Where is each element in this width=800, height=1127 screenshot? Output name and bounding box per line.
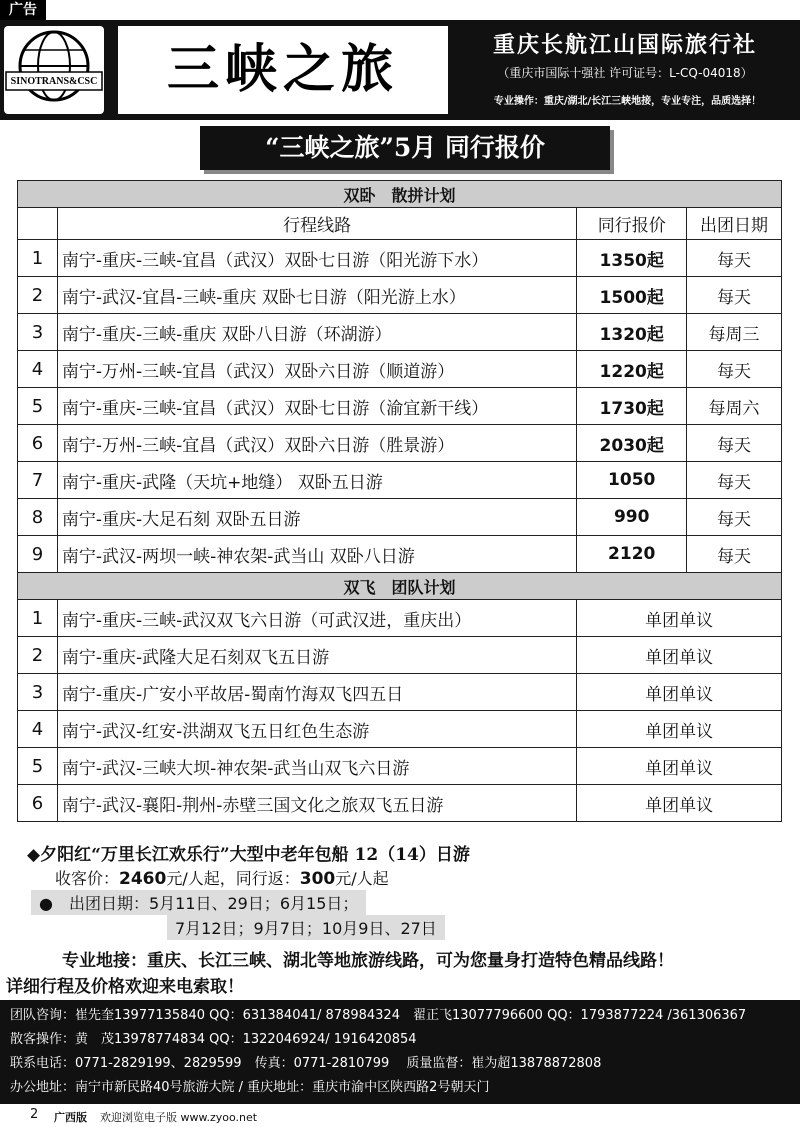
departure-date: 每天 — [687, 499, 782, 536]
route-name: 南宁-重庆-三峡-宜昌（武汉）双卧七日游（渝宜新干线） — [57, 388, 576, 425]
price-table — [17, 180, 782, 822]
column-header-row — [18, 208, 782, 240]
brand-title: 三峡之旅 — [118, 26, 448, 114]
row-number: 2 — [18, 277, 58, 314]
motto: 专业操作：重庆/湖北/长江三峡地接，专业专注，品质选择！ — [493, 96, 762, 107]
row-number: 1 — [18, 240, 58, 277]
page-title: “三峡之旅”5月 同行报价 — [200, 126, 610, 170]
cruise-dates: ● 出团日期：5月11日、29日；6月15日； — [31, 890, 366, 915]
row-number: 4 — [18, 351, 58, 388]
table-row — [18, 499, 782, 536]
contact-individual: 散客操作：黄 茂13978774834 QQ：1322046924/ 1916420854 — [10, 1032, 417, 1047]
table-row — [18, 425, 782, 462]
route-name: 南宁-重庆-三峡-武汉双飞六日游（可武汉进，重庆出） — [57, 600, 576, 637]
route-name: 南宁-武汉-襄阳-荆州-赤壁三国文化之旅双飞五日游 — [57, 785, 576, 822]
table-row — [18, 748, 782, 785]
row-number: 4 — [18, 711, 58, 748]
contact-address: 办公地址：南宁市新民路40号旅游大院 / 重庆地址：重庆市渝中区陕西路2号朝天门 — [10, 1080, 490, 1095]
departure-date: 每天 — [687, 462, 782, 499]
col-price-header: 同行报价 — [577, 208, 687, 240]
table-row — [18, 314, 782, 351]
globe-icon — [4, 26, 104, 114]
departure-date: 每周三 — [687, 314, 782, 351]
site-link[interactable]: 欢迎浏览电子版 www.zyoo.net — [100, 1111, 258, 1124]
price: 1350起 — [577, 240, 687, 277]
edition-label: 广西版 — [54, 1111, 87, 1124]
departure-date: 每天 — [687, 536, 782, 573]
price: 1730起 — [577, 388, 687, 425]
departure-date: 每天 — [687, 351, 782, 388]
price: 单团单议 — [577, 600, 782, 637]
price: 1220起 — [577, 351, 687, 388]
price: 1320起 — [577, 314, 687, 351]
table-row — [18, 277, 782, 314]
rebate-value: 300 — [299, 869, 336, 889]
col-route-header: 行程线路 — [57, 208, 576, 240]
ad-tag: 广告 — [0, 0, 46, 20]
route-name: 南宁-重庆-武隆大足石刻双飞五日游 — [57, 637, 576, 674]
row-number: 5 — [18, 748, 58, 785]
row-number: 3 — [18, 314, 58, 351]
route-name: 南宁-武汉-三峡大坝-神农架-武当山双飞六日游 — [57, 748, 576, 785]
col-no — [18, 208, 58, 240]
departure-date: 每周六 — [687, 388, 782, 425]
price: 1050 — [577, 462, 687, 499]
table-row — [18, 711, 782, 748]
price-value: 2460 — [119, 869, 167, 889]
contact-phone: 联系电话：0771-2829199、2829599 传真：0771-2810799 质量监督：崔为超13878872808 — [10, 1056, 602, 1071]
table-row — [18, 674, 782, 711]
contact-panel — [0, 1000, 800, 1104]
departure-date: 每天 — [687, 425, 782, 462]
table-row — [18, 462, 782, 499]
price: 2030起 — [577, 425, 687, 462]
price: 单团单议 — [577, 637, 782, 674]
price: 单团单议 — [577, 674, 782, 711]
company-name: 重庆长航江山国际旅行社 — [492, 33, 757, 58]
header — [0, 20, 800, 120]
row-number: 5 — [18, 388, 58, 425]
cruise-promo — [17, 838, 782, 938]
promo-line: 专业地接：重庆、长江三峡、湖北等地旅游线路，可为您量身打造特色精品线路！ — [62, 951, 674, 971]
route-name: 南宁-重庆-广安小平故居-蜀南竹海双飞四五日 — [57, 674, 576, 711]
section-title: 双卧 散拼计划 — [18, 181, 782, 208]
row-number: 9 — [18, 536, 58, 573]
row-number: 8 — [18, 499, 58, 536]
route-name: 南宁-万州-三峡-宜昌（武汉）双卧六日游（胜景游） — [57, 425, 576, 462]
footer — [0, 1104, 800, 1127]
section-title: 双飞 团队计划 — [18, 573, 782, 600]
row-number: 7 — [18, 462, 58, 499]
cruise-dates-cont: 7月12日；9月7日；10月9日、27日 — [167, 915, 445, 940]
route-name: 南宁-重庆-大足石刻 双卧五日游 — [57, 499, 576, 536]
section-header — [18, 573, 782, 600]
departure-date: 每天 — [687, 240, 782, 277]
route-name: 南宁-重庆-三峡-宜昌（武汉）双卧七日游（阳光游下水） — [57, 240, 576, 277]
departure-date: 每天 — [687, 277, 782, 314]
price: 单团单议 — [577, 785, 782, 822]
cruise-price — [55, 866, 389, 889]
table-row — [18, 351, 782, 388]
route-name: 南宁-武汉-红安-洪湖双飞五日红色生态游 — [57, 711, 576, 748]
route-name: 南宁-万州-三峡-宜昌（武汉）双卧六日游（顺道游） — [57, 351, 576, 388]
promo-line-2: 详细行程及价格欢迎来电索取！ — [6, 977, 244, 997]
table-row — [18, 600, 782, 637]
logo-text: SINOTRANS&CSC — [10, 76, 98, 87]
page-number: 2 — [30, 1107, 39, 1122]
price: 1500起 — [577, 277, 687, 314]
section-header — [18, 181, 782, 208]
price-unit: 元/人起，同行返： — [166, 869, 300, 888]
row-number: 2 — [18, 637, 58, 674]
price: 990 — [577, 499, 687, 536]
route-name: 南宁-重庆-三峡-重庆 双卧八日游（环湖游） — [57, 314, 576, 351]
route-name: 南宁-重庆-武隆（天坑+地缝） 双卧五日游 — [57, 462, 576, 499]
col-date-header: 出团日期 — [687, 208, 782, 240]
rebate-unit: 元/人起 — [335, 869, 389, 888]
table-row — [18, 536, 782, 573]
table-row — [18, 637, 782, 674]
license-info: （重庆市国际十强社 许可证号：L-CQ-04018） — [497, 66, 753, 80]
row-number: 1 — [18, 600, 58, 637]
contact-team: 团队咨询：崔先奎13977135840 QQ：631384041/ 878984324 翟正飞13077796600 QQ：1793877224 /361306367 — [10, 1008, 747, 1023]
route-name: 南宁-武汉-两坝一峡-神农架-武当山 双卧八日游 — [57, 536, 576, 573]
price: 单团单议 — [577, 748, 782, 785]
route-name: 南宁-武汉-宜昌-三峡-重庆 双卧七日游（阳光游上水） — [57, 277, 576, 314]
sinotrans-logo — [4, 26, 104, 114]
table-row — [18, 388, 782, 425]
row-number: 6 — [18, 785, 58, 822]
row-number: 3 — [18, 674, 58, 711]
cruise-title: ◆夕阳红“万里长江欢乐行”大型中老年包船 12（14）日游 — [27, 845, 470, 865]
row-number: 6 — [18, 425, 58, 462]
price-label: 收客价： — [55, 869, 120, 888]
price: 2120 — [577, 536, 687, 573]
table-row — [18, 785, 782, 822]
table-row — [18, 240, 782, 277]
price: 单团单议 — [577, 711, 782, 748]
